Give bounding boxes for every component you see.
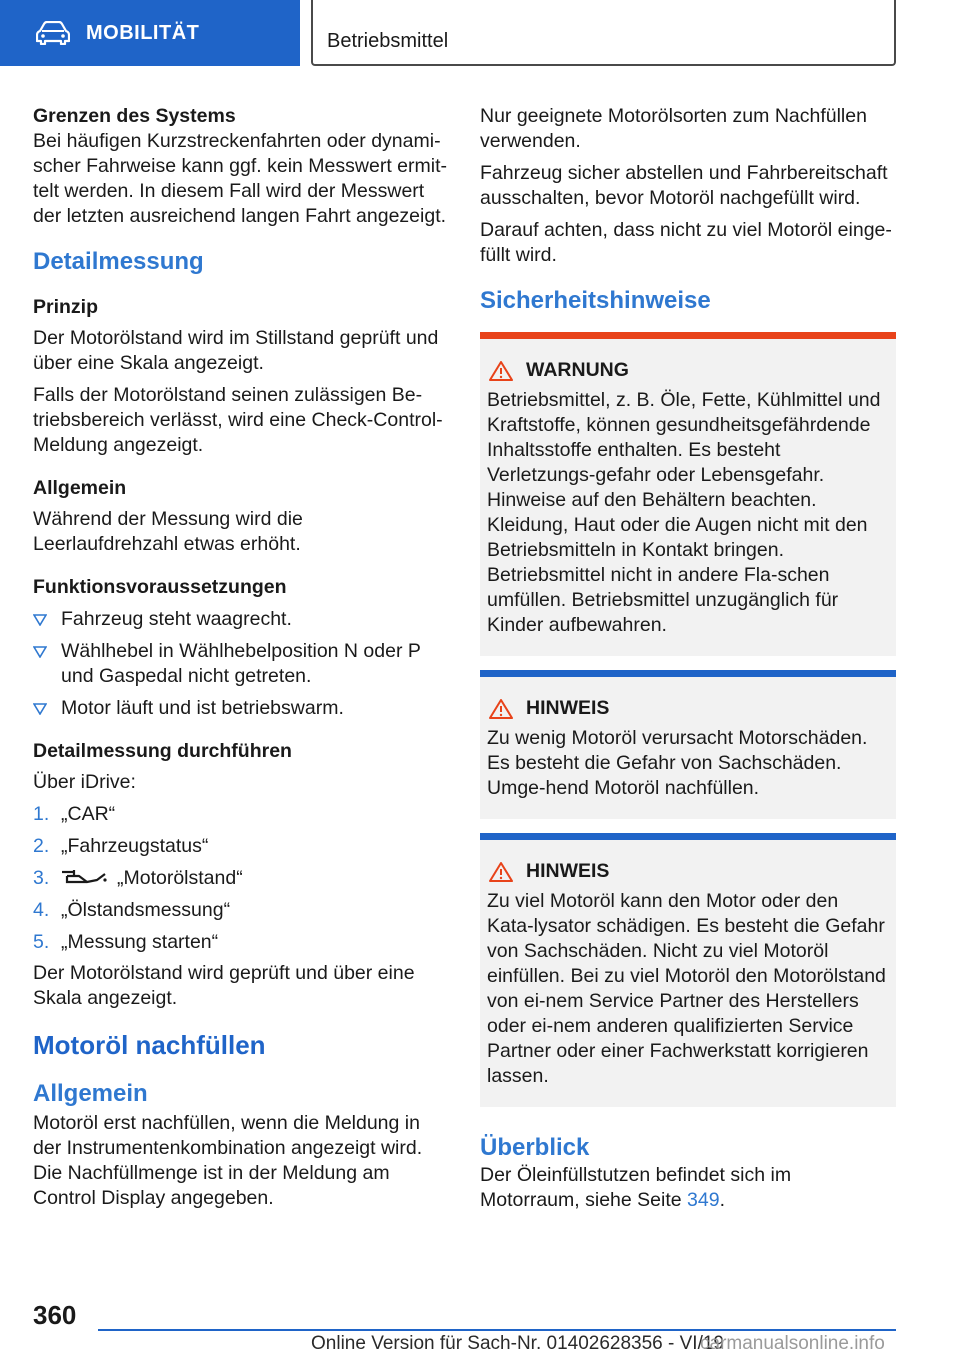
list-item: 5. „Messung starten“ <box>33 931 219 953</box>
limits-text: Bei häufigen Kurzstreckenfahrten oder dynami-scher Fahrweise kann ggf. kein Messwert ermit-telt werden. In diesem Fall wird der Messwert der letzten ausreichend langen Fahrt angezeigt. <box>33 130 447 227</box>
limits-title: Grenzen des Systems <box>33 105 236 127</box>
overview-text: Der Öleinfüllstutzen befindet sich im Motorraum, siehe Seite 349. <box>480 1164 792 1211</box>
requirements-title: Funktionsvoraussetzungen <box>33 576 287 598</box>
triangle-bullet-icon <box>33 614 47 626</box>
triangle-bullet-icon <box>33 646 47 658</box>
principle-paragraph-2: Falls der Motorölstand seinen zulässigen Be-triebsbereich verlässt, wird eine Check-Control-Meldung angezeigt. <box>33 384 443 456</box>
triangle-bullet-icon <box>33 703 47 715</box>
notice-text: Zu viel Motoröl kann den Motor oder den Kata-lysator schädigen. Es besteht die Gefahr von Sachschäden. Nicht zu viel Motoröl einfüllen. Bei zu viel Motoröl den Motorölstand von ei-nem Service Partner des Herstellers oder ei-nem anderen qualifizierten Service Partner oder einer Fachwerkstatt korrigieren lassen. <box>487 890 886 1087</box>
notice-text: Zu wenig Motoröl verursacht Motorschäden. Es besteht die Gefahr von Sachschäden. Umge-hend Motoröl nachfüllen. <box>487 727 868 799</box>
perform-title: Detailmessung durchführen <box>33 740 292 762</box>
refill-general-heading: Allgemein <box>33 1080 148 1107</box>
warning-title: WARNUNG <box>526 359 629 381</box>
general-title: Allgemein <box>33 477 127 499</box>
section-tab <box>0 0 300 66</box>
detail-heading: Detailmessung <box>33 248 204 275</box>
refill-paragraph-2: Fahrzeug sicher abstellen und Fahrbereitschaft ausschalten, bevor Motoröl nachgefüllt wird. <box>480 162 888 209</box>
page-number: 360 <box>33 1300 77 1330</box>
notice-box <box>480 833 896 1107</box>
notice-title: HINWEIS <box>526 860 610 882</box>
refill-general-text: Motoröl erst nachfüllen, wenn die Meldung in der Instrumentenkombination angezeigt wird. Die Nachfüllmenge ist in der Meldung am Control Display angegeben. <box>33 1112 423 1209</box>
general-text: Während der Messung wird die Leerlaufdrehzahl etwas erhöht. <box>33 508 303 555</box>
list-item: Motor läuft und ist betriebswarm. <box>33 696 449 721</box>
refill-heading: Motoröl nachfüllen <box>33 1030 266 1060</box>
chapter-header <box>311 0 896 66</box>
page-reference-link[interactable]: 349 <box>687 1189 720 1211</box>
steps-list <box>33 802 449 955</box>
perform-result: Der Motorölstand wird geprüft und über eine Skala angezeigt. <box>33 962 415 1009</box>
list-item: Fahrzeug steht waagrecht. <box>33 607 449 632</box>
refill-paragraph-3: Darauf achten, dass nicht zu viel Motoröl einge-füllt wird. <box>480 219 892 266</box>
footer-version: Online Version für Sach-Nr. 01402628356 - VI/19 <box>311 1333 724 1354</box>
oil-dipstick-icon <box>61 868 107 886</box>
notice-title: HINWEIS <box>526 697 610 719</box>
overview-heading: Überblick <box>480 1134 590 1161</box>
left-column <box>33 104 449 1211</box>
requirements-list <box>33 607 449 721</box>
safety-heading: Sicherheitshinweise <box>480 287 711 314</box>
section-label: MOBILITÄT <box>86 21 200 44</box>
principle-title: Prinzip <box>33 296 99 318</box>
list-item: 3. „Motorölstand“ <box>33 867 243 889</box>
notice-box <box>480 670 896 819</box>
list-item: 4. „Ölstandsmessung“ <box>33 899 231 921</box>
footer-divider <box>98 1329 896 1331</box>
warning-triangle-icon <box>488 698 514 720</box>
warning-triangle-icon <box>488 861 514 883</box>
warning-triangle-icon <box>488 360 514 382</box>
right-column <box>480 104 896 1213</box>
refill-paragraph-1: Nur geeignete Motorölsorten zum Nachfüllen verwenden. <box>480 105 867 152</box>
list-item: 1. „CAR“ <box>33 803 116 825</box>
principle-paragraph-1: Der Motorölstand wird im Stillstand geprüft und über eine Skala angezeigt. <box>33 327 439 374</box>
warning-box <box>480 332 896 656</box>
list-item: 2. „Fahrzeugstatus“ <box>33 835 209 857</box>
chapter-title: Betriebsmittel <box>327 30 449 52</box>
perform-intro: Über iDrive: <box>33 771 136 793</box>
list-item: Wählhebel in Wählhebelposition N oder P und Gaspedal nicht getreten. <box>33 639 449 689</box>
watermark: carmanualsonline.info <box>700 1333 885 1354</box>
warning-text: Betriebsmittel, z. B. Öle, Fette, Kühlmittel und Kraftstoffe, können gesundheitsgefährdende Inhaltsstoffe enthalten. Es besteht Verletzungs-gefahr oder Lebensgefahr. Hinweise auf den Behältern beachten. Kleidung, Haut oder die Augen nicht mit den Betriebsmitteln in Kontakt bringen. Betriebsmittel nicht in andere Fla-schen umfüllen. Betriebsmittel unzugänglich für Kinder aufbewahren. <box>487 389 881 636</box>
car-icon <box>36 21 70 45</box>
